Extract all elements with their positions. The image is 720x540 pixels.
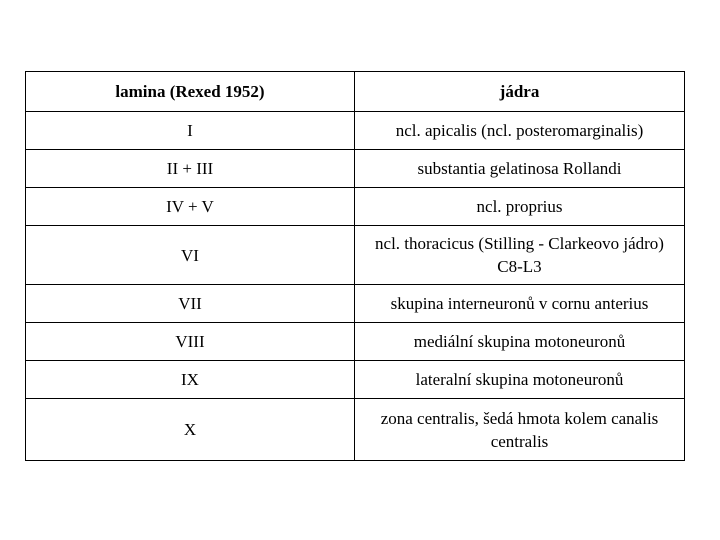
nuclei-cell: ncl. apicalis (ncl. posteromarginalis) <box>355 112 685 150</box>
lamina-cell: VIII <box>26 323 355 361</box>
lamina-cell: I <box>26 112 355 150</box>
lamina-cell: IX <box>26 361 355 399</box>
nuclei-cell: substantia gelatinosa Rollandi <box>355 150 685 188</box>
table-row <box>26 361 685 399</box>
nuclei-cell: lateralní skupina motoneuronů <box>355 361 685 399</box>
nuclei-cell: zona centralis, šedá hmota kolem canalis centralis <box>355 399 685 461</box>
table-row <box>26 226 685 285</box>
lamina-cell: X <box>26 399 355 461</box>
lamina-table <box>25 71 685 461</box>
table-row <box>26 285 685 323</box>
table-row <box>26 399 685 461</box>
nuclei-cell: skupina interneuronů v cornu anterius <box>355 285 685 323</box>
table-header-row <box>26 72 685 112</box>
lamina-cell: IV + V <box>26 188 355 226</box>
lamina-cell: VI <box>26 226 355 285</box>
lamina-cell: VII <box>26 285 355 323</box>
table-row <box>26 323 685 361</box>
header-lamina: lamina (Rexed 1952) <box>26 72 355 112</box>
nuclei-cell: ncl. proprius <box>355 188 685 226</box>
nuclei-cell: mediální skupina motoneuronů <box>355 323 685 361</box>
nuclei-cell: ncl. thoracicus (Stilling - Clarkeovo jádro) C8-L3 <box>355 226 685 285</box>
table-row <box>26 150 685 188</box>
header-nuclei: jádra <box>355 72 685 112</box>
table-row <box>26 188 685 226</box>
lamina-cell: II + III <box>26 150 355 188</box>
table-row <box>26 112 685 150</box>
